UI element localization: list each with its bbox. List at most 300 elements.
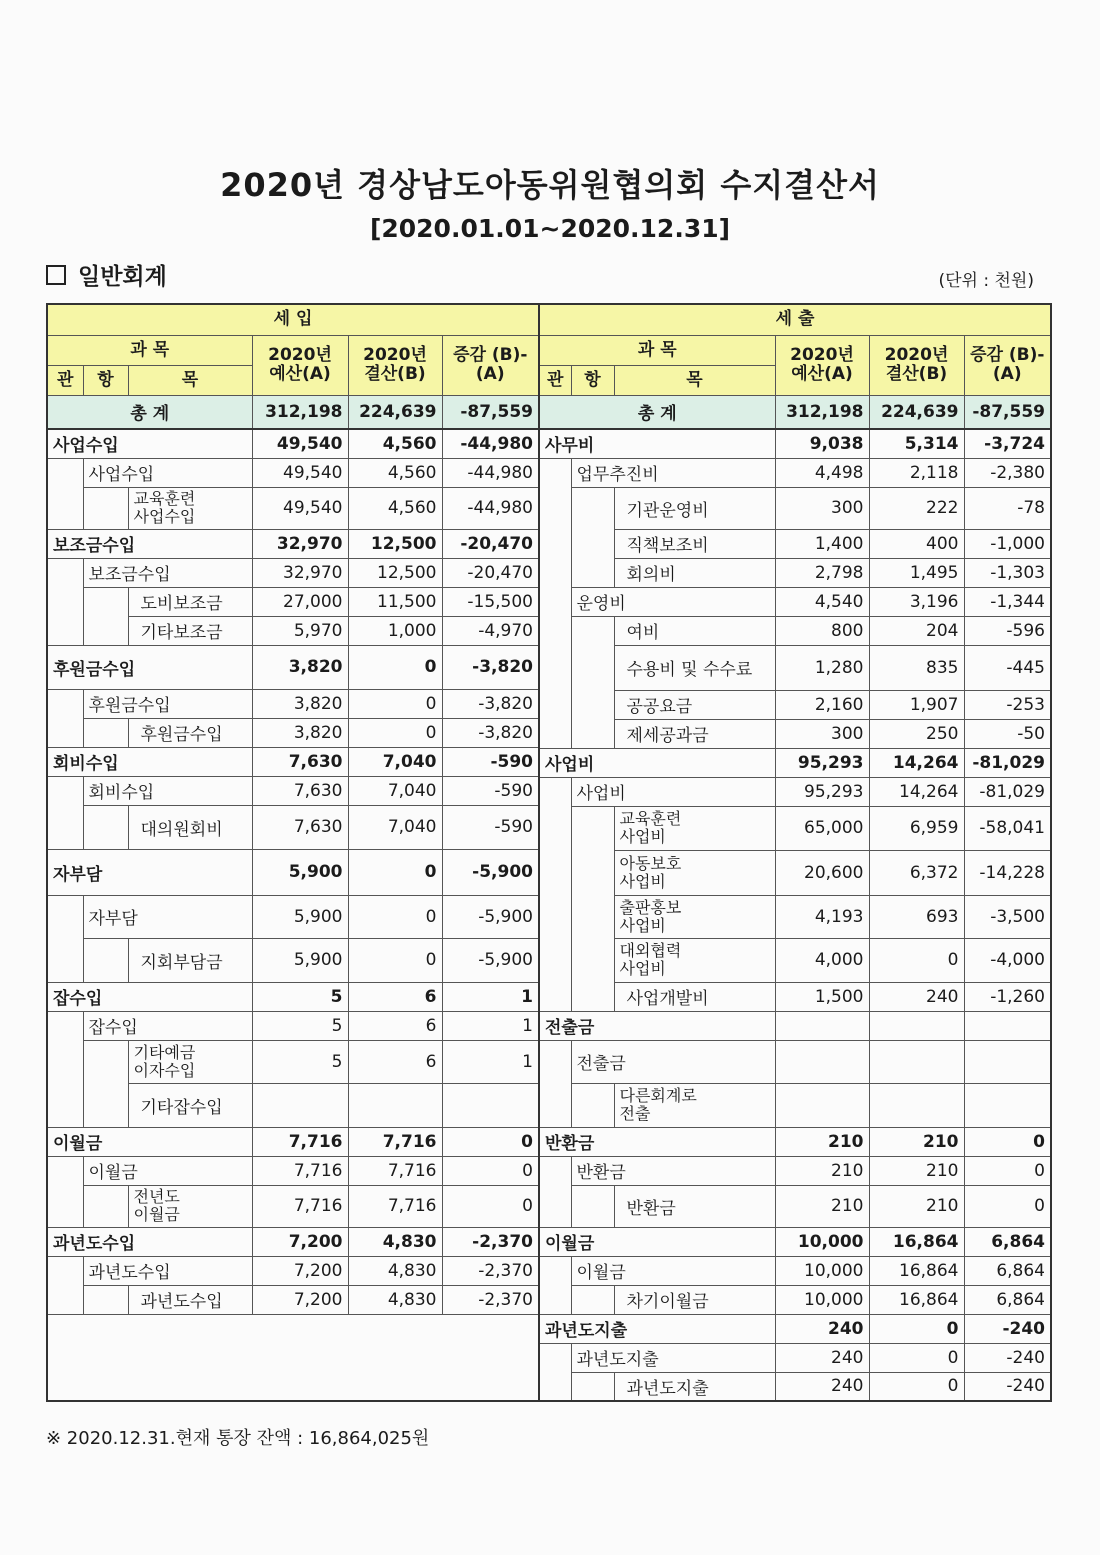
expense-value-a: 10,000 — [775, 1256, 869, 1285]
total-budget: 312,198 — [252, 395, 348, 429]
income-row — [47, 558, 539, 587]
expense-value-d: 0 — [964, 1127, 1051, 1156]
income-value-b: 7,040 — [348, 805, 442, 849]
indent-cell — [539, 938, 571, 982]
expense-value-b: 210 — [869, 1127, 964, 1156]
income-gwan-label: 자부담 — [47, 849, 252, 895]
expense-value-d: -2,380 — [964, 458, 1051, 487]
income-value-d: -20,470 — [442, 558, 539, 587]
indent-cell — [47, 616, 83, 645]
indent-cell — [571, 806, 614, 850]
income-value-a: 7,630 — [252, 805, 348, 849]
indent-cell — [539, 1185, 571, 1227]
document-title: 2020년 경상남도아동위원협의회 수지결산서 — [220, 166, 880, 204]
expense-value-a: 4,498 — [775, 458, 869, 487]
expense-value-d: -1,303 — [964, 558, 1051, 587]
indent-cell — [47, 805, 83, 849]
expense-value-d: -50 — [964, 719, 1051, 748]
income-value-d: 1 — [442, 1040, 539, 1083]
expense-value-a: 300 — [775, 719, 869, 748]
expense-value-a: 65,000 — [775, 806, 869, 850]
indent-cell — [83, 1083, 128, 1127]
income-row — [47, 1314, 539, 1401]
expense-row — [539, 806, 1051, 850]
expense-gwan-label: 이월금 — [539, 1227, 775, 1256]
expense-value-a: 240 — [775, 1372, 869, 1401]
expense-value-a: 10,000 — [775, 1285, 869, 1314]
income-value-b: 0 — [348, 718, 442, 747]
income-value-a: 3,820 — [252, 718, 348, 747]
income-value-b: 12,500 — [348, 529, 442, 558]
expense-hang-label: 사업비 — [571, 777, 775, 806]
income-gwan-label: 사업수입 — [47, 429, 252, 458]
income-mok-label — [128, 487, 252, 529]
income-hang-label: 잡수입 — [83, 1011, 252, 1040]
income-row — [47, 776, 539, 805]
expense-value-d: -58,041 — [964, 806, 1051, 850]
expense-value-b: 693 — [869, 895, 964, 938]
income-value-a: 7,200 — [252, 1256, 348, 1285]
income-value-b: 12,500 — [348, 558, 442, 587]
income-row — [47, 1011, 539, 1040]
indent-cell — [47, 487, 83, 529]
expense-row — [539, 587, 1051, 616]
income-row — [47, 849, 539, 895]
expense-value-d: -78 — [964, 487, 1051, 529]
indent-cell — [47, 776, 83, 805]
indent-cell — [83, 487, 128, 529]
expense-value-a — [775, 1083, 869, 1127]
diff-header: 증감 (B)-(A) — [442, 335, 539, 395]
expense-value-a: 20,600 — [775, 850, 869, 895]
expense-value-b: 3,196 — [869, 587, 964, 616]
expense-gwan-label: 과년도지출 — [539, 1314, 775, 1343]
expense-value-d: 0 — [964, 1156, 1051, 1185]
expense-row — [539, 1343, 1051, 1372]
income-row — [47, 747, 539, 776]
indent-cell — [47, 1156, 83, 1185]
expense-value-d: -4,000 — [964, 938, 1051, 982]
income-row — [47, 1285, 539, 1314]
total-diff: -87,559 — [442, 395, 539, 429]
income-value-a: 5 — [252, 1011, 348, 1040]
income-mok-label: 기타잡수입 — [128, 1083, 252, 1127]
income-value-a: 7,630 — [252, 747, 348, 776]
expense-hang-label: 업무추진비 — [571, 458, 775, 487]
expense-value-b: 250 — [869, 719, 964, 748]
income-value-a: 5,900 — [252, 938, 348, 982]
income-row — [47, 805, 539, 849]
income-value-b: 0 — [348, 938, 442, 982]
expense-value-a: 210 — [775, 1127, 869, 1156]
income-row — [47, 487, 539, 529]
income-value-a: 7,200 — [252, 1227, 348, 1256]
income-value-d: -20,470 — [442, 529, 539, 558]
income-value-a: 5 — [252, 1040, 348, 1083]
income-row — [47, 982, 539, 1011]
income-hang-label: 후원금수입 — [83, 689, 252, 718]
indent-cell — [47, 895, 83, 938]
expense-value-a — [775, 1040, 869, 1083]
indent-cell — [83, 587, 128, 616]
indent-cell — [47, 587, 83, 616]
indent-cell — [83, 616, 128, 645]
footnote: ※ 2020.12.31.현재 통장 잔액 : 16,864,025원 — [46, 1428, 430, 1449]
expense-value-d: 6,864 — [964, 1256, 1051, 1285]
expense-value-a: 240 — [775, 1314, 869, 1343]
indent-cell — [539, 1256, 571, 1285]
income-value-d: -2,370 — [442, 1227, 539, 1256]
indent-cell — [47, 1256, 83, 1285]
income-value-d: 0 — [442, 1185, 539, 1227]
unit-label: (단위 : 천원) — [938, 271, 1034, 291]
expense-mok-label — [614, 895, 775, 938]
expense-row — [539, 850, 1051, 895]
indent-cell — [539, 1083, 571, 1127]
income-value-a: 49,540 — [252, 487, 348, 529]
expense-value-a: 2,160 — [775, 690, 869, 719]
expense-mok-label: 수용비 및 수수료 — [614, 645, 775, 690]
expense-value-a: 1,500 — [775, 982, 869, 1011]
expense-value-b: 210 — [869, 1185, 964, 1227]
income-value-d: -3,820 — [442, 645, 539, 689]
income-value-a: 5,900 — [252, 849, 348, 895]
expense-value-a: 95,293 — [775, 748, 869, 777]
income-row — [47, 1185, 539, 1227]
expense-value-d: -596 — [964, 616, 1051, 645]
income-hang-label: 자부담 — [83, 895, 252, 938]
income-value-a — [252, 1083, 348, 1127]
income-value-a: 27,000 — [252, 587, 348, 616]
income-header-row — [47, 304, 539, 335]
income-value-b — [348, 1083, 442, 1127]
expense-value-b: 5,314 — [869, 429, 964, 458]
income-row — [47, 645, 539, 689]
income-value-d: -2,370 — [442, 1285, 539, 1314]
expense-value-d: -14,228 — [964, 850, 1051, 895]
indent-cell — [83, 1285, 128, 1314]
expense-mok-label: 반환금 — [614, 1185, 775, 1227]
income-hang-label: 이월금 — [83, 1156, 252, 1185]
label-line: 사업비 — [619, 871, 666, 891]
indent-cell — [83, 1185, 128, 1227]
indent-cell — [571, 1083, 614, 1127]
indent-cell — [571, 1185, 614, 1227]
income-value-a: 32,970 — [252, 529, 348, 558]
budget-header: 2020년 예산(A) — [252, 335, 348, 395]
expense-value-d: -240 — [964, 1372, 1051, 1401]
expense-value-d: -1,344 — [964, 587, 1051, 616]
expense-row — [539, 645, 1051, 690]
expense-value-b: 210 — [869, 1156, 964, 1185]
income-value-a: 5 — [252, 982, 348, 1011]
income-hang-label: 회비수입 — [83, 776, 252, 805]
expense-hang-label: 과년도지출 — [571, 1343, 775, 1372]
expense-value-a: 2,798 — [775, 558, 869, 587]
indent-cell — [539, 690, 571, 719]
expense-value-a: 210 — [775, 1156, 869, 1185]
subject-header: 과 목 — [539, 335, 775, 365]
expense-row — [539, 1256, 1051, 1285]
income-value-d: -5,900 — [442, 895, 539, 938]
income-row — [47, 1040, 539, 1083]
label-line: 교육훈련 — [619, 809, 682, 828]
expense-value-d — [964, 1040, 1051, 1083]
expense-value-d: -240 — [964, 1343, 1051, 1372]
income-value-d: -590 — [442, 805, 539, 849]
income-header: 세 입 — [47, 304, 539, 335]
expense-mok-label — [614, 806, 775, 850]
income-gwan-label: 잡수입 — [47, 982, 252, 1011]
total-label: 총 계 — [47, 395, 252, 429]
total-row — [47, 395, 539, 429]
indent-cell — [83, 938, 128, 982]
indent-cell — [539, 1372, 571, 1401]
income-row — [47, 1156, 539, 1185]
indent-cell — [539, 1040, 571, 1083]
income-row — [47, 1227, 539, 1256]
expense-hang-label: 이월금 — [571, 1256, 775, 1285]
indent-cell — [571, 690, 614, 719]
expense-value-d: 0 — [964, 1185, 1051, 1227]
expense-row — [539, 1040, 1051, 1083]
expense-hang-label: 반환금 — [571, 1156, 775, 1185]
indent-cell — [47, 718, 83, 747]
expense-mok-label: 차기이월금 — [614, 1285, 775, 1314]
expense-row — [539, 982, 1051, 1011]
expense-table — [538, 303, 1052, 1402]
indent-cell — [571, 1285, 614, 1314]
hang-header: 항 — [571, 365, 614, 395]
income-value-b: 4,830 — [348, 1256, 442, 1285]
income-value-d: -3,820 — [442, 689, 539, 718]
income-value-a: 7,200 — [252, 1285, 348, 1314]
expense-value-a: 4,000 — [775, 938, 869, 982]
income-value-d: -2,370 — [442, 1256, 539, 1285]
expense-row — [539, 1156, 1051, 1185]
income-value-b: 0 — [348, 689, 442, 718]
income-value-b: 7,040 — [348, 776, 442, 805]
income-value-b: 0 — [348, 895, 442, 938]
expense-value-a: 210 — [775, 1185, 869, 1227]
total-budget: 312,198 — [775, 395, 869, 429]
indent-cell — [47, 1011, 83, 1040]
expense-value-b: 16,864 — [869, 1285, 964, 1314]
expense-mok-label: 여비 — [614, 616, 775, 645]
subject-header: 과 목 — [47, 335, 252, 365]
gwan-header: 관 — [539, 365, 571, 395]
expense-value-b: 222 — [869, 487, 964, 529]
expense-row — [539, 487, 1051, 529]
expense-value-d: -1,000 — [964, 529, 1051, 558]
expense-row — [539, 1083, 1051, 1127]
income-value-a: 7,716 — [252, 1127, 348, 1156]
expense-value-b: 16,864 — [869, 1256, 964, 1285]
indent-cell — [571, 938, 614, 982]
income-value-d: -44,980 — [442, 487, 539, 529]
settle-header: 2020년 결산(B) — [869, 335, 964, 395]
indent-cell — [571, 487, 614, 529]
expense-value-b — [869, 1083, 964, 1127]
income-row — [47, 718, 539, 747]
document-period: [2020.01.01~2020.12.31] — [369, 214, 731, 243]
expense-row — [539, 1227, 1051, 1256]
income-mok-label — [128, 1185, 252, 1227]
expense-value-a: 300 — [775, 487, 869, 529]
indent-cell — [83, 1040, 128, 1083]
indent-cell — [47, 1285, 83, 1314]
income-mok-label: 과년도수입 — [128, 1285, 252, 1314]
total-diff: -87,559 — [964, 395, 1051, 429]
income-mok-label: 도비보조금 — [128, 587, 252, 616]
expense-value-d — [964, 1011, 1051, 1040]
indent-cell — [47, 1083, 83, 1127]
income-row — [47, 587, 539, 616]
expense-value-d — [964, 1083, 1051, 1127]
expense-mok-label: 사업개발비 — [614, 982, 775, 1011]
expense-mok-label — [614, 1083, 775, 1127]
section-label: 일반회계 — [78, 264, 167, 290]
expense-value-b: 835 — [869, 645, 964, 690]
indent-cell — [571, 895, 614, 938]
label-line: 전년도 — [133, 1187, 180, 1206]
indent-cell — [47, 689, 83, 718]
expense-value-b: 240 — [869, 982, 964, 1011]
expense-value-b: 2,118 — [869, 458, 964, 487]
expense-row — [539, 895, 1051, 938]
income-value-b: 7,040 — [348, 747, 442, 776]
income-row — [47, 689, 539, 718]
income-value-d: -5,900 — [442, 849, 539, 895]
expense-row — [539, 558, 1051, 587]
expense-value-a: 240 — [775, 1343, 869, 1372]
indent-cell — [571, 719, 614, 748]
expense-row — [539, 429, 1051, 458]
expense-mok-label: 직책보조비 — [614, 529, 775, 558]
expense-gwan-label: 전출금 — [539, 1011, 775, 1040]
income-value-d: -5,900 — [442, 938, 539, 982]
checkbox-square-icon — [46, 265, 66, 285]
expense-value-a — [775, 1011, 869, 1040]
indent-cell — [539, 529, 571, 558]
income-value-b: 0 — [348, 849, 442, 895]
expense-value-d: -81,029 — [964, 777, 1051, 806]
expense-value-b: 6,959 — [869, 806, 964, 850]
indent-cell — [539, 587, 571, 616]
indent-cell — [539, 777, 571, 806]
section-title — [46, 258, 167, 291]
expense-value-a: 1,400 — [775, 529, 869, 558]
income-gwan-label: 회비수입 — [47, 747, 252, 776]
label-line: 다른회계로 — [619, 1086, 697, 1105]
indent-cell — [571, 529, 614, 558]
indent-cell — [571, 850, 614, 895]
expense-gwan-label: 반환금 — [539, 1127, 775, 1156]
label-line: 출판홍보 — [619, 897, 682, 917]
income-value-b: 11,500 — [348, 587, 442, 616]
income-row — [47, 458, 539, 487]
expense-row — [539, 748, 1051, 777]
income-value-a: 32,970 — [252, 558, 348, 587]
income-value-d: -15,500 — [442, 587, 539, 616]
label-line: 사업비 — [619, 959, 666, 978]
expense-value-b: 14,264 — [869, 748, 964, 777]
expense-row — [539, 1314, 1051, 1343]
income-value-b: 7,716 — [348, 1156, 442, 1185]
income-value-a: 7,716 — [252, 1156, 348, 1185]
total-settle: 224,639 — [869, 395, 964, 429]
income-row — [47, 1256, 539, 1285]
expense-value-b: 1,907 — [869, 690, 964, 719]
income-value-a: 49,540 — [252, 429, 348, 458]
label-line: 사업비 — [619, 827, 666, 846]
indent-cell — [539, 850, 571, 895]
expense-row — [539, 529, 1051, 558]
total-settle: 224,639 — [348, 395, 442, 429]
expense-row — [539, 616, 1051, 645]
expense-value-b: 0 — [869, 938, 964, 982]
income-row — [47, 429, 539, 458]
indent-cell — [47, 938, 83, 982]
indent-cell — [539, 1156, 571, 1185]
indent-cell — [47, 1185, 83, 1227]
income-gwan-label: 과년도수입 — [47, 1227, 252, 1256]
indent-cell — [571, 616, 614, 645]
income-value-b: 6 — [348, 1011, 442, 1040]
income-mok-label: 기타보조금 — [128, 616, 252, 645]
income-value-b: 4,830 — [348, 1227, 442, 1256]
expense-value-b: 0 — [869, 1372, 964, 1401]
expense-mok-label — [614, 850, 775, 895]
expense-value-d: -240 — [964, 1314, 1051, 1343]
income-value-b: 4,560 — [348, 458, 442, 487]
income-value-b: 4,560 — [348, 487, 442, 529]
expense-value-a: 9,038 — [775, 429, 869, 458]
income-value-b: 4,560 — [348, 429, 442, 458]
expense-value-a: 1,280 — [775, 645, 869, 690]
expense-mok-label — [614, 938, 775, 982]
income-table — [46, 303, 540, 1402]
income-value-d — [442, 1083, 539, 1127]
income-value-d: 1 — [442, 1011, 539, 1040]
indent-cell — [571, 645, 614, 690]
indent-cell — [571, 982, 614, 1011]
expense-hang-label: 운영비 — [571, 587, 775, 616]
income-row — [47, 1127, 539, 1156]
income-value-d: 1 — [442, 982, 539, 1011]
income-value-d: -4,970 — [442, 616, 539, 645]
label-line: 이자수입 — [133, 1060, 196, 1080]
expense-value-d: -445 — [964, 645, 1051, 690]
label-line: 아동보호 — [619, 853, 682, 873]
income-value-b: 1,000 — [348, 616, 442, 645]
income-row — [47, 616, 539, 645]
income-value-a: 7,630 — [252, 776, 348, 805]
expense-row — [539, 938, 1051, 982]
indent-cell — [539, 1343, 571, 1372]
indent-cell — [539, 487, 571, 529]
income-row — [47, 529, 539, 558]
settle-header: 2020년 결산(B) — [348, 335, 442, 395]
income-value-d: -590 — [442, 776, 539, 805]
label-line: 전출 — [619, 1104, 651, 1123]
expense-gwan-label: 사업비 — [539, 748, 775, 777]
income-value-a: 3,820 — [252, 689, 348, 718]
expense-value-b: 6,372 — [869, 850, 964, 895]
expense-value-d: -1,260 — [964, 982, 1051, 1011]
income-value-b: 7,716 — [348, 1185, 442, 1227]
income-row — [47, 938, 539, 982]
